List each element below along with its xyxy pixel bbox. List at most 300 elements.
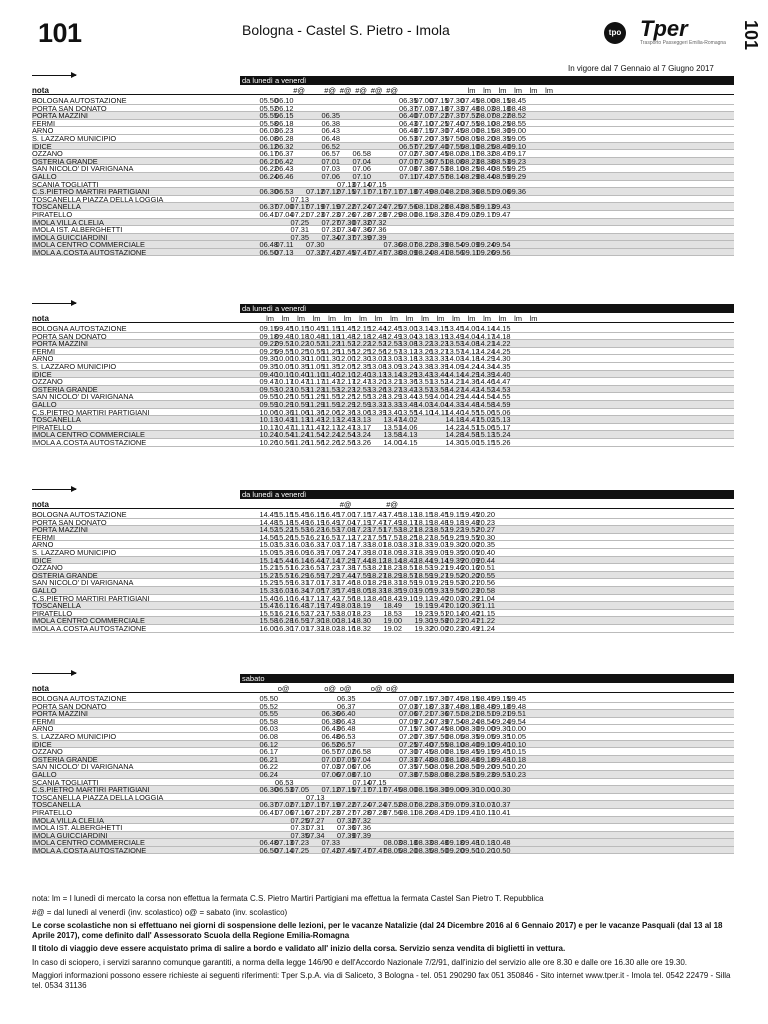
table-row [32, 710, 734, 718]
table-row [32, 817, 734, 825]
departure-time: 07.22 [337, 202, 356, 212]
departure-time: 08.50 [461, 762, 480, 772]
departure-time: 14.14 [476, 324, 495, 333]
stop-name: SAN NICOLO' DI VARIGNANA [32, 578, 134, 588]
departure-time: 18.56 [430, 532, 449, 542]
departure-time: 11.47 [322, 377, 340, 387]
stop-name: IMOLA IST. ALBERGHETTI [32, 225, 123, 235]
departure-time: 07.45 [445, 126, 464, 136]
departure-time: 15.53 [290, 525, 309, 535]
departure-time: 18.30 [352, 616, 371, 626]
departure-time: 14.06 [399, 422, 418, 432]
departure-time: 07.06 [321, 171, 340, 181]
departure-time: 16.41 [290, 593, 309, 603]
departure-time: 08.08 [430, 769, 449, 779]
departure-time: 10.07 [476, 800, 495, 810]
trip-note-mark: o@ [370, 684, 383, 693]
departure-time: 07.52 [383, 800, 402, 810]
departure-time: 08.30 [430, 785, 449, 795]
departure-time: 07.34 [321, 232, 340, 242]
departure-time: 15.29 [259, 578, 278, 588]
departure-time: 07.40 [414, 739, 433, 749]
stop-name: FERMI [32, 716, 55, 726]
departure-time: 08.00 [461, 126, 480, 136]
departure-time: 21.04 [476, 593, 495, 603]
departure-time: 18.19 [352, 601, 371, 611]
departure-time: 10.26 [259, 437, 278, 447]
departure-time: 07.17 [368, 785, 387, 795]
departure-time: 19.46 [445, 563, 464, 573]
departure-time: 14.18 [445, 415, 464, 425]
nota-label: nota [32, 86, 49, 95]
stop-name: OZZANO [32, 149, 63, 159]
departure-time: 10.23 [507, 769, 526, 779]
departure-time: 10.10 [275, 369, 294, 379]
departure-time: 17.55 [368, 532, 387, 542]
departure-time: 07.23 [321, 807, 340, 817]
departure-time: 07.06 [352, 762, 371, 772]
departure-time: 07.21 [414, 709, 433, 719]
departure-time: 12.52 [368, 339, 387, 349]
departure-time: 18.42 [383, 593, 402, 603]
departure-time: 16.30 [275, 623, 294, 633]
departure-time: 14.48 [259, 517, 278, 527]
departure-time: 16.27 [306, 532, 325, 542]
departure-time: 17.01 [306, 578, 325, 588]
departure-time: 06.15 [275, 111, 294, 121]
departure-time: 19.19 [414, 601, 433, 611]
departure-time: 14.04 [430, 399, 449, 409]
departure-time: 17.33 [352, 540, 371, 550]
departure-time: 15.00 [461, 437, 480, 447]
trip-note-mark: lm [359, 314, 367, 323]
departure-time: 13.18 [399, 354, 418, 364]
departure-time: 13.58 [430, 384, 449, 394]
table-row [32, 105, 734, 113]
departure-time: 16.45 [321, 510, 340, 519]
stop-name: FERMI [32, 346, 55, 356]
departure-time: 09.36 [507, 187, 526, 197]
departure-time: 06.43 [321, 724, 340, 734]
departure-time: 20.20 [461, 570, 480, 580]
day-type-bar: sabato [240, 674, 734, 683]
departure-time: 14.39 [476, 369, 495, 379]
departure-time: 14.22 [492, 339, 511, 349]
departure-time: 07.23 [306, 209, 325, 219]
departure-time: 17.53 [383, 525, 402, 535]
departure-time: 12.47 [337, 422, 356, 432]
departure-time: 21.15 [476, 608, 495, 618]
departure-time: 21.11 [477, 601, 495, 611]
departure-time: 12.00 [337, 354, 356, 364]
table-row [32, 120, 734, 128]
table-row [32, 409, 734, 417]
departure-time: 07.15 [368, 179, 387, 189]
departure-time: 15.33 [259, 585, 278, 595]
trip-note-mark: lm [529, 314, 538, 323]
stop-name: PIRATELLO [32, 608, 73, 618]
departure-time: 08.32 [476, 149, 495, 159]
departure-time: 09.20 [476, 762, 495, 772]
departure-time: 07.19 [306, 202, 325, 212]
departure-time: 07.03 [399, 701, 418, 711]
departure-time: 07.10 [352, 769, 371, 779]
departure-time: 08.26 [414, 807, 433, 817]
departure-time: 14.00 [461, 324, 480, 333]
departure-time: 13.44 [430, 369, 449, 379]
departure-time: 08.00 [399, 209, 418, 219]
departure-time: 08.15 [414, 785, 433, 795]
departure-time: 18.19 [414, 517, 433, 527]
departure-time: 19.40 [430, 593, 449, 603]
departure-time: 20.56 [476, 578, 495, 588]
departure-time: 13.33 [430, 354, 449, 364]
table-row [32, 127, 734, 135]
departure-time: 07.34 [337, 225, 356, 235]
departure-time: 08.55 [492, 164, 511, 174]
departure-time: 08.48 [507, 103, 526, 113]
departure-time: 07.35 [399, 762, 418, 772]
table-row [32, 595, 734, 603]
departure-time: 13.28 [368, 392, 387, 402]
departure-time: 12.43 [337, 415, 356, 425]
departure-time: 08.24 [414, 247, 433, 257]
departure-time: 18.12 [352, 593, 371, 603]
departure-time: 07.30 [337, 217, 356, 227]
departure-time: 10.40 [290, 369, 309, 379]
table-row [32, 756, 734, 764]
stop-name: PORTA MAZZINI [32, 525, 88, 535]
departure-time: 12.26 [321, 437, 340, 447]
departure-time: 14.00 [383, 437, 402, 447]
departure-time: 11.45 [337, 324, 356, 333]
departure-time: 14.18 [461, 354, 480, 364]
departure-time: 16.03 [290, 540, 309, 550]
departure-time: 07.39 [352, 232, 371, 242]
departure-time: 08.45 [476, 694, 495, 703]
departure-time: 07.13 [306, 792, 325, 802]
departure-time: 07.24 [414, 716, 433, 726]
tper-logo-subtitle: Trasporto Passeggeri Emilia-Romagna [640, 40, 726, 46]
departure-time: 08.43 [445, 202, 464, 212]
stop-name: IMOLA A.COSTA AUTOSTAZIONE [32, 437, 147, 447]
departure-time: 20.14 [445, 608, 464, 618]
departure-time: 17.19 [306, 601, 325, 611]
departure-time: 10.17 [275, 377, 294, 387]
departure-time: 19.03 [399, 585, 418, 595]
departure-time: 12.30 [352, 354, 371, 364]
departure-time: 07.22 [337, 800, 356, 810]
departure-time: 06.58 [352, 747, 371, 757]
departure-time: 05.50 [259, 96, 278, 105]
departure-time: 14.17 [476, 331, 495, 341]
departure-time: 18.59 [399, 578, 418, 588]
departure-time: 07.32 [368, 217, 387, 227]
departure-time: 11.15 [322, 324, 340, 333]
departure-time: 07.48 [445, 701, 464, 711]
departure-time: 14.54 [476, 392, 495, 402]
departure-time: 14.11 [430, 407, 449, 417]
departure-time: 09.48 [492, 754, 511, 764]
stop-name: IMOLA A.COSTA AUTOSTAZIONE [32, 623, 147, 633]
departure-time: 08.22 [414, 240, 433, 250]
departure-time: 06.43 [337, 716, 356, 726]
departure-time: 09.50 [461, 845, 480, 855]
departure-time: 14.22 [445, 422, 464, 432]
table-row [32, 809, 734, 817]
departure-time: 06.57 [399, 141, 418, 151]
departure-time: 19.10 [399, 593, 418, 603]
trip-note-mark: lm [467, 86, 476, 95]
departure-time: 13.04 [399, 331, 418, 341]
departure-time: 18.23 [383, 563, 402, 573]
departure-time: 20.23 [445, 623, 464, 633]
stop-rows [32, 695, 734, 854]
departure-time: 11.40 [322, 369, 340, 379]
departure-time: 06.37 [399, 103, 418, 113]
departure-time: 14.52 [476, 384, 495, 394]
departure-time: 07.42 [321, 247, 340, 257]
departure-time: 07.15 [414, 694, 433, 703]
departure-time: 10.20 [476, 845, 495, 855]
departure-time: 06.43 [321, 126, 340, 136]
departure-time: 20.21 [461, 578, 480, 588]
departure-time: 10.59 [290, 399, 309, 409]
departure-time: 07.42 [414, 171, 433, 181]
departure-time: 18.53 [414, 563, 433, 573]
departure-time: 11.25 [306, 392, 325, 402]
departure-time: 16.21 [275, 608, 294, 618]
departure-time: 12.47 [352, 377, 371, 387]
departure-time: 18.14 [383, 555, 402, 565]
departure-time: 07.29 [383, 209, 402, 219]
departure-time: 18.01 [368, 540, 387, 550]
departure-time: 16.59 [290, 616, 309, 626]
departure-time: 09.54 [507, 716, 526, 726]
trip-note-mark: #@ [293, 86, 305, 95]
departure-time: 09.15 [476, 747, 495, 757]
table-row [32, 703, 734, 711]
departure-time: 19.02 [383, 623, 402, 633]
departure-time: 18.00 [321, 616, 340, 626]
stop-name: C.S.PIETRO MARTIRI PARTIGIANI [32, 407, 150, 417]
departure-time: 07.10 [352, 171, 371, 181]
departure-time: 14.55 [492, 392, 511, 402]
departure-time: 16.57 [321, 532, 340, 542]
stop-name: PIRATELLO [32, 807, 73, 817]
departure-time: 21.22 [476, 616, 495, 626]
nota-label: nota [32, 500, 49, 509]
departure-time: 13.57 [445, 346, 464, 356]
departure-time: 18.42 [399, 555, 418, 565]
departure-time: 20.49 [461, 623, 480, 633]
departure-time: 07.08 [337, 769, 356, 779]
departure-time: 06.30 [259, 785, 278, 795]
departure-time: 19.03 [430, 540, 449, 550]
departure-time: 18.12 [368, 555, 387, 565]
departure-time: 06.30 [259, 187, 278, 197]
departure-time: 13.33 [383, 399, 402, 409]
departure-time: 09.18 [476, 754, 495, 764]
departure-time: 07.06 [352, 164, 371, 174]
departure-time: 10.11 [477, 807, 495, 817]
departure-time: 06.48 [337, 724, 356, 734]
departure-time: 12.15 [352, 324, 371, 333]
departure-time: 06.43 [275, 164, 294, 174]
departure-time: 15.51 [259, 608, 278, 618]
departure-time: 15.17 [492, 422, 511, 432]
departure-time: 13.38 [414, 361, 433, 371]
departure-time: 07.39 [430, 716, 449, 726]
stop-name: IMOLA CENTRO COMMERCIALE [32, 838, 145, 848]
departure-time: 07.56 [399, 202, 418, 212]
departure-time: 17.14 [321, 555, 340, 565]
departure-time: 18.25 [399, 532, 418, 542]
departure-time: 07.13 [275, 247, 294, 257]
departure-time: 14.53 [492, 384, 511, 394]
departure-time: 13.29 [383, 392, 402, 402]
departure-time: 08.11 [399, 807, 418, 817]
departure-time: 05.58 [259, 716, 278, 726]
departure-time: 07.55 [461, 118, 480, 128]
departure-time: 08.37 [430, 800, 449, 810]
departure-time: 13.20 [368, 377, 387, 387]
departure-time: 06.38 [321, 716, 340, 726]
departure-time: 06.22 [259, 762, 278, 772]
departure-time: 13.29 [399, 369, 418, 379]
departure-time: 07.55 [430, 739, 449, 749]
trip-note-mark: o@ [324, 684, 336, 693]
departure-time: 18.15 [414, 510, 433, 519]
stop-name: S. LAZZARO MUNICIPIO [32, 731, 117, 741]
departure-time: 09.47 [492, 209, 511, 219]
departure-time: 07.25 [290, 217, 309, 227]
departure-time: 08.21 [445, 187, 464, 197]
departure-time: 08.28 [430, 202, 449, 212]
departure-time: 08.11 [415, 202, 433, 212]
departure-time: 07.50 [430, 731, 449, 741]
departure-time: 06.37 [337, 701, 356, 711]
direction-arrow-icon [32, 303, 76, 304]
departure-time: 08.54 [476, 716, 495, 726]
departure-time: 13.03 [383, 354, 402, 364]
departure-time: 06.38 [321, 118, 340, 128]
nota-label: nota [32, 314, 49, 323]
departure-time: 15.06 [492, 407, 511, 417]
departure-time: 07.36 [352, 823, 371, 833]
departure-time: 15.26 [275, 532, 294, 542]
departure-time: 13.22 [414, 339, 433, 349]
departure-time: 16.28 [275, 616, 294, 626]
departure-time: 18.17 [399, 517, 418, 527]
departure-time: 13.39 [430, 361, 449, 371]
direction-arrow-icon [32, 489, 76, 490]
departure-time: 06.53 [275, 777, 294, 787]
departure-time: 09.13 [476, 202, 495, 212]
departure-time: 13.24 [399, 361, 418, 371]
departure-time: 08.05 [383, 845, 402, 855]
departure-time: 06.50 [259, 247, 278, 257]
stop-name: C.S.PIETRO MARTIRI PARTIGIANI [32, 785, 150, 795]
departure-time: 18.33 [414, 540, 433, 550]
stop-name: SAN NICOLO' DI VARIGNANA [32, 392, 134, 402]
departure-time: 08.52 [507, 111, 526, 121]
departure-time: 10.25 [275, 392, 294, 402]
departure-time: 19.01 [414, 578, 433, 588]
stop-rows [32, 97, 734, 256]
trip-note-mark: lm [483, 314, 491, 323]
departure-time: 16.03 [275, 585, 294, 595]
departure-time: 07.18 [399, 187, 418, 197]
departure-time: 12.48 [368, 331, 387, 341]
departure-time: 05.50 [259, 694, 278, 703]
departure-time: 06.21 [259, 754, 278, 764]
departure-time: 09.05 [476, 731, 495, 741]
departure-time: 08.03 [430, 754, 449, 764]
departure-time: 07.19 [321, 800, 340, 810]
departure-time: 07.30 [414, 149, 433, 159]
departure-time: 16.14 [290, 555, 309, 565]
departure-time: 08.17 [461, 149, 480, 159]
departure-time: 07.02 [337, 747, 356, 757]
departure-time: 08.47 [445, 209, 464, 219]
departure-time: 16.09 [290, 547, 309, 557]
departure-time: 06.52 [321, 141, 340, 151]
departure-time: 07.45 [430, 149, 449, 159]
stop-name: PORTA SAN DONATO [32, 103, 107, 113]
departure-time: 16.52 [290, 608, 309, 618]
departure-time: 09.07 [445, 800, 464, 810]
departure-time: 07.50 [445, 133, 464, 143]
departure-time: 14.33 [445, 399, 464, 409]
departure-time: 08.40 [476, 164, 495, 174]
column-header [32, 499, 734, 509]
departure-time: 09.17 [507, 149, 526, 159]
departure-time: 08.05 [445, 731, 464, 741]
departure-time: 06.42 [275, 156, 294, 166]
departure-time: 15.45 [290, 510, 309, 519]
trip-note-mark: lm [436, 314, 445, 323]
departure-time: 08.10 [445, 739, 464, 749]
departure-time: 09.48 [275, 331, 294, 341]
departure-time: 15.44 [275, 555, 294, 565]
departure-time: 13.57 [414, 384, 433, 394]
stop-name: IMOLA A.COSTA AUTOSTAZIONE [32, 845, 147, 855]
departure-time: 17.46 [337, 578, 356, 588]
departure-time: 14.34 [476, 361, 495, 371]
departure-time: 17.00 [337, 510, 356, 519]
departure-time: 18.51 [399, 563, 418, 573]
departure-time: 14.24 [476, 346, 495, 356]
departure-time: 09.06 [492, 187, 511, 197]
stop-name: GALLO [32, 769, 57, 779]
departure-time: 09.52 [275, 339, 294, 349]
departure-time: 07.28 [352, 807, 371, 817]
departure-time: 09.59 [259, 399, 278, 409]
departure-time: 11.05 [306, 361, 325, 371]
departure-time: 07.25 [399, 739, 418, 749]
departure-time: 17.29 [337, 555, 356, 565]
table-row [32, 158, 734, 166]
departure-time: 17.49 [321, 601, 340, 611]
departure-time: 08.15 [414, 209, 433, 219]
departure-time: 07.04 [352, 156, 371, 166]
departure-time: 20.23 [461, 585, 480, 595]
departure-time: 14.21 [476, 339, 495, 349]
departure-time: 16.00 [259, 623, 278, 633]
departure-time: 07.31 [290, 823, 309, 833]
departure-time: 16.59 [306, 570, 325, 580]
